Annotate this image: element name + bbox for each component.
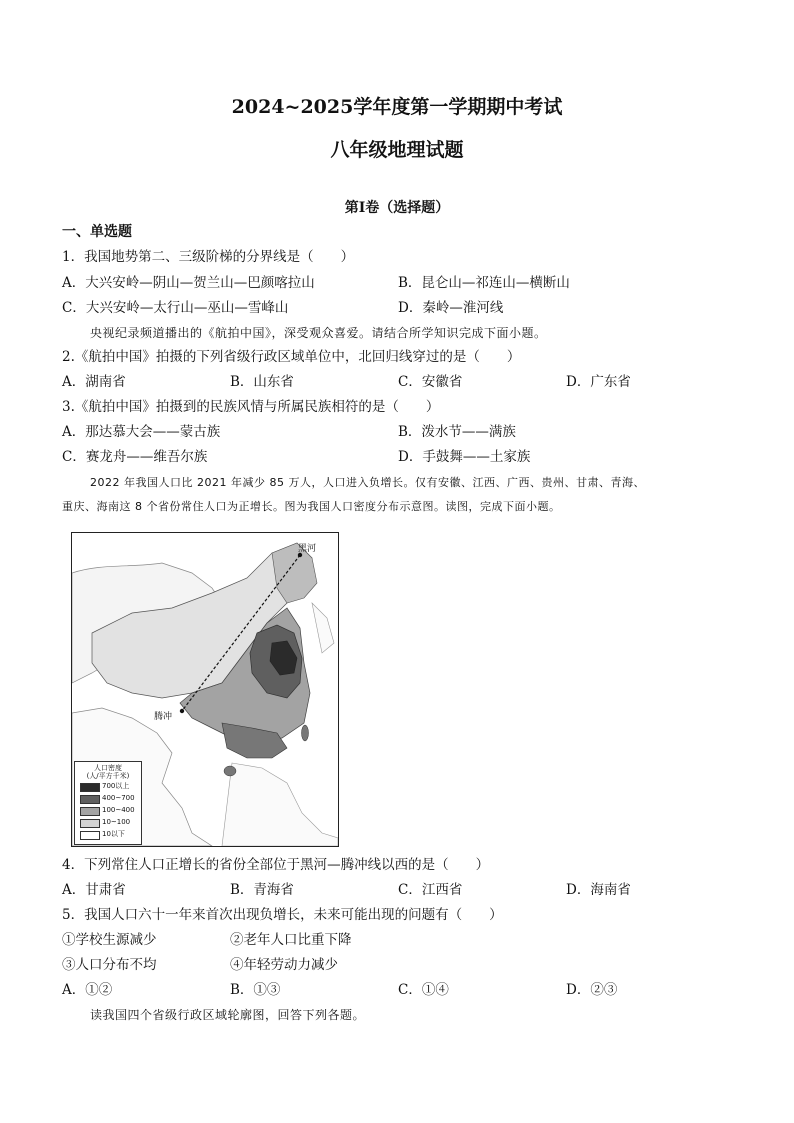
- q2-option-d: D．广东省: [566, 374, 631, 390]
- q1-option-a: A．大兴安岭—阴山—贺兰山—巴颜喀拉山: [62, 275, 315, 291]
- exam-title: 2024~2025学年度第一学期期中考试: [231, 96, 563, 118]
- q5-item-2: ②老年人口比重下降: [230, 932, 352, 948]
- legend-swatch-4: [80, 819, 100, 828]
- q5-option-c: C．①④: [398, 982, 449, 998]
- q2-option-c: C．安徽省: [398, 374, 463, 390]
- q2-option-a: A．湖南省: [62, 374, 126, 390]
- hainan-island: [224, 766, 236, 776]
- q2-option-b: B．山东省: [230, 374, 294, 390]
- q5-item-3: ③人口分布不均: [62, 957, 157, 973]
- map-legend: [74, 761, 142, 845]
- q4-option-d: D．海南省: [566, 882, 631, 898]
- population-density-map: [71, 532, 339, 847]
- label-heihe: 黑河: [298, 544, 317, 554]
- q3-option-a: A．那达慕大会——蒙古族: [62, 424, 221, 440]
- q5-item-1: ①学校生源减少: [62, 932, 157, 948]
- legend-label-5: 10以下: [102, 830, 125, 838]
- q1-option-c: C．大兴安岭—太行山—巫山—雪峰山: [62, 300, 289, 316]
- q5-option-d: D．②③: [566, 982, 618, 998]
- q1-stem: 1．我国地势第二、三级阶梯的分界线是（ ）: [62, 249, 355, 265]
- q2-stem: 2.《航拍中国》拍摄的下列省级行政区域单位中，北回归线穿过的是（ ）: [62, 349, 521, 365]
- legend-unit: (人/平方千米): [86, 772, 130, 780]
- legend-swatch-2: [80, 795, 100, 804]
- legend-label-1: 700以上: [102, 782, 130, 790]
- intro-hangpai: 央视纪录频道播出的《航拍中国》，深受观众喜爱。请结合所学知识完成下面小题。: [90, 326, 547, 340]
- legend-swatch-3: [80, 807, 100, 816]
- section-heading: 第Ⅰ卷（选择题）: [344, 200, 450, 216]
- legend-label-4: 10~100: [102, 818, 131, 826]
- intro-population-line1: 2022 年我国人口比 2021 年减少 85 万人，人口进入负增长。仅有安徽、江西、广西、贵州、甘肃、青海、: [90, 476, 645, 489]
- q5-stem: 5．我国人口六十一年来首次出现负增长，未来可能出现的问题有（ ）: [62, 907, 503, 923]
- intro-population-line2: 重庆、海南这 8 个省份常住人口为正增长。图为我国人口密度分布示意图。读图，完成下面小题。: [62, 500, 561, 513]
- q3-option-b: B．泼水节——满族: [398, 424, 516, 440]
- q5-option-a: A．①②: [62, 982, 113, 998]
- legend-label-2: 400~700: [102, 794, 135, 802]
- legend-swatch-1: [80, 783, 100, 792]
- q3-stem: 3.《航拍中国》拍摄到的民族风情与所属民族相符的是（ ）: [62, 399, 440, 415]
- japan-outline: [312, 603, 334, 653]
- q4-stem: 4．下列常住人口正增长的省份全部位于黑河—腾冲线以西的是（ ）: [62, 857, 490, 873]
- q3-option-c: C．赛龙舟——维吾尔族: [62, 449, 208, 465]
- q4-option-a: A．甘肃省: [62, 882, 126, 898]
- q4-option-b: B．青海省: [230, 882, 294, 898]
- part-heading: 一、单选题: [62, 224, 132, 240]
- intro-province-outline: 读我国四个省级行政区域轮廓图，回答下列各题。: [90, 1008, 366, 1022]
- q1-option-b: B．昆仑山—祁连山—横断山: [398, 275, 570, 291]
- southeast-islands: [222, 763, 338, 846]
- tengchong-point: [180, 709, 184, 713]
- q1-option-d: D．秦岭—淮河线: [398, 300, 504, 316]
- label-tengchong: 腾冲: [154, 712, 173, 722]
- legend-label-3: 100~400: [102, 806, 135, 814]
- q3-option-d: D．手鼓舞——土家族: [398, 449, 531, 465]
- q5-option-b: B．①③: [230, 982, 281, 998]
- q4-option-c: C．江西省: [398, 882, 463, 898]
- taiwan-island: [302, 725, 309, 741]
- legend-title: 人口密度: [94, 764, 122, 772]
- exam-subtitle: 八年级地理试题: [330, 139, 464, 161]
- q5-item-4: ④年轻劳动力减少: [230, 957, 338, 973]
- legend-swatch-5: [80, 831, 100, 840]
